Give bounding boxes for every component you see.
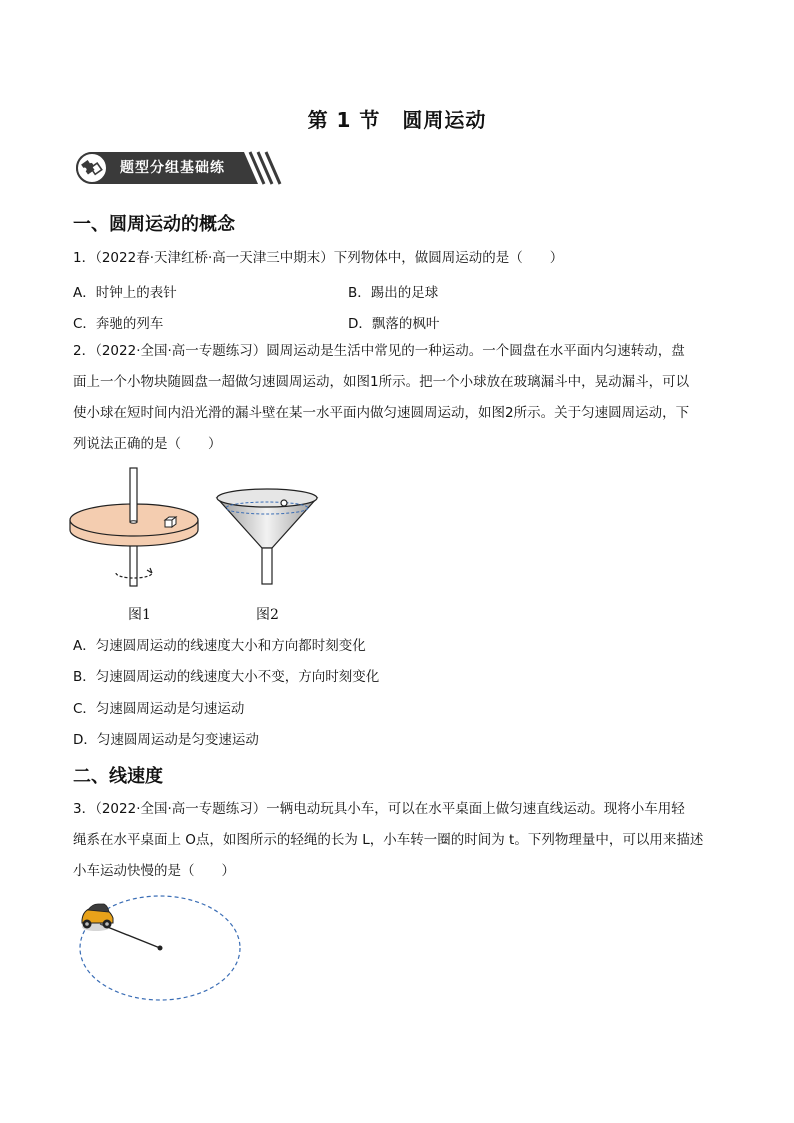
- question-1-stem: 1．（2022春·天津红桥·高一天津三中期末）下列物体中，做圆周运动的是（ ）: [73, 250, 564, 266]
- q3-stem-line-1: 3．（2022·全国·高一专题练习）一辆电动玩具小车，可以在水平桌面上做匀速直线运动。现将小车用轻: [73, 801, 685, 817]
- q1-option-d[interactable]: D．飘落的枫叶: [348, 316, 440, 332]
- q2-stem-line-1: 2．（2022·全国·高一专题练习）圆周运动是生活中常见的一种运动。一个圆盘在水平面内匀速转动，盘: [73, 343, 685, 359]
- banner-label: 题型分组基础练: [120, 160, 225, 176]
- q2-stem-line-4: 列说法正确的是（ ）: [73, 436, 222, 452]
- q1-option-a[interactable]: A．时钟上的表针: [73, 285, 177, 301]
- title-text: 圆周运动: [402, 108, 487, 132]
- q3-stem-line-2: 绳系在水平桌面上 O点，如图所示的轻绳的长为 L，小车转一圈的时间为 t。下列物理量中，可以用来描述: [73, 832, 704, 848]
- figure-3-toy-car: [74, 872, 246, 1004]
- question-2-stem: [73, 336, 723, 460]
- title-number: 第 1 节: [307, 108, 381, 132]
- page-title: [0, 104, 794, 133]
- q1-option-c[interactable]: C．奔驰的列车: [73, 316, 164, 332]
- q2-stem-line-3: 使小球在短时间内沿光滑的漏斗壁在某一水平面内做匀速圆周运动，如图2所示。关于匀速圆周运动，下: [73, 405, 690, 421]
- q2-stem-line-2: 面上一个小物块随圆盘一超做匀速圆周运动，如图1所示。把一个小球放在玻璃漏斗中，晃动漏斗，可以: [73, 374, 690, 390]
- small-ball: [281, 500, 287, 506]
- center-point-o: [158, 946, 163, 951]
- section-heading-2: 二、线速度: [73, 766, 163, 787]
- figure-1-label: 图1: [128, 607, 151, 623]
- small-block: [165, 517, 176, 527]
- q2-option-c[interactable]: C．匀速圆周运动是匀速运动: [73, 701, 245, 717]
- q2-option-a[interactable]: A．匀速圆周运动的线速度大小和方向都时刻变化: [73, 638, 366, 654]
- q1-option-b[interactable]: B．踢出的足球: [348, 285, 439, 301]
- figure-1-disk: [68, 466, 208, 591]
- section-heading-1: 一、圆周运动的概念: [73, 214, 235, 235]
- figure-2-funnel: [214, 486, 324, 586]
- q2-option-d[interactable]: D．匀速圆周运动是匀变速运动: [73, 732, 259, 748]
- q3-stem-line-3: 小车运动快慢的是（ ）: [73, 863, 235, 879]
- figure-2-label: 图2: [256, 607, 279, 623]
- q2-option-b[interactable]: B．匀速圆周运动的线速度大小不变，方向时刻变化: [73, 669, 380, 685]
